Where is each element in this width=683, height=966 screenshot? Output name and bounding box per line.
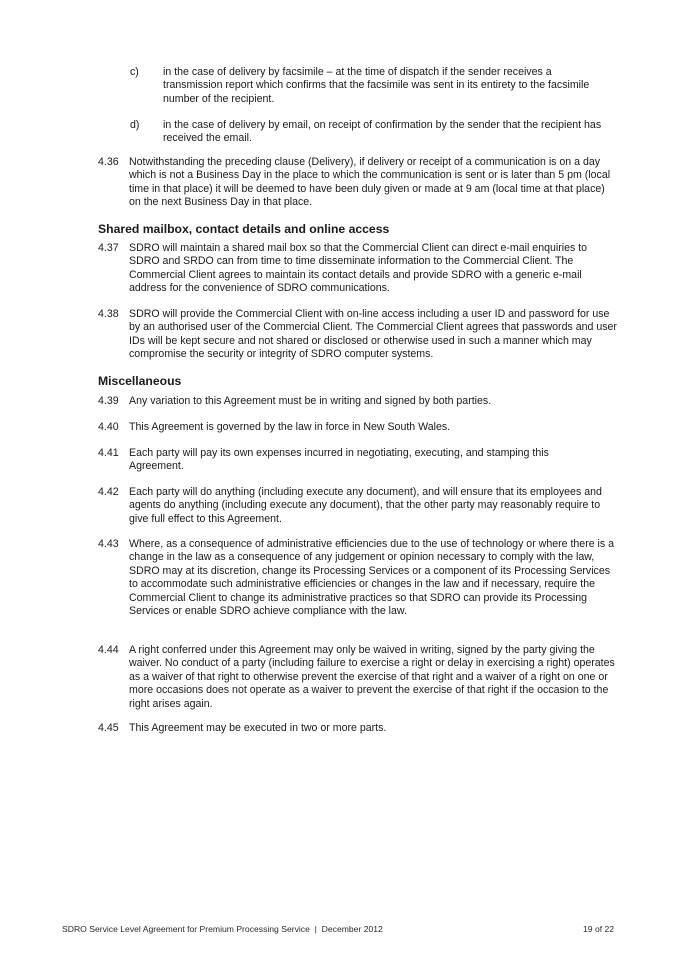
clause-number: 4.39 bbox=[98, 395, 119, 407]
subclause-c bbox=[132, 66, 602, 106]
clause-number: 4.36 bbox=[98, 156, 119, 168]
clause-4-43 bbox=[98, 538, 618, 618]
clause-number: 4.40 bbox=[98, 421, 119, 433]
clause-text: Each party will do anything (including execute any document), and will ensure that its employees and agents do anything (including execute any document), that the other party may reasonably require to give full effect to this Agreement. bbox=[129, 486, 602, 525]
clause-4-45 bbox=[98, 722, 618, 735]
footer-page-number: 19 of 22 bbox=[583, 924, 615, 934]
clause-text: This Agreement may be executed in two or more parts. bbox=[129, 722, 387, 734]
subclause-text: in the case of delivery by facsimile – at the time of dispatch if the sender receives a transmission report which confirms that the facsimile was sent in its entirety to the facsimile number of the recipient. bbox=[163, 66, 590, 105]
clause-text: A right conferred under this Agreement may only be waived in writing, signed by the party giving the waiver. No conduct of a party (including failure to exercise a right or delay in exercising a right) operates as a waiver of that right to otherwise prevent the exercise of that right and a waiver of a right on one or more occasions does not operate as a waiver to prevent the exercise of that right if the occasion to the right arises again. bbox=[129, 644, 615, 710]
clause-number: 4.43 bbox=[98, 538, 119, 550]
subclause-letter: c) bbox=[130, 66, 139, 78]
clause-text: Any variation to this Agreement must be in writing and signed by both parties. bbox=[129, 395, 492, 407]
clause-number: 4.37 bbox=[98, 242, 119, 254]
clause-number: 4.42 bbox=[98, 486, 119, 498]
clause-text: Each party will pay its own expenses incurred in negotiating, executing, and stamping this Agreement. bbox=[129, 447, 549, 473]
subclause-text: in the case of delivery by email, on receipt of confirmation by the sender that the recipient has received the email. bbox=[163, 119, 602, 145]
clause-text: Where, as a consequence of administrative efficiencies due to the use of technology or where there is a change in the law as a consequence of any judgement or opinion necessary to comply with the law, SDRO may at its discretion, change its Processing Services or a component of its Processing Services to accommodate such administrative efficiencies or changes in the law and if necessary, require the Commercial Client to change its administrative practices so that SDRO can provide its Processing Services or enable SDRO achieve compliance with the law. bbox=[129, 538, 615, 618]
clause-4-44 bbox=[98, 644, 618, 711]
clause-text: This Agreement is governed by the law in force in New South Wales. bbox=[129, 421, 451, 433]
section-heading-miscellaneous: Miscellaneous bbox=[98, 374, 182, 388]
subclause-letter: d) bbox=[130, 119, 140, 131]
clause-4-42 bbox=[98, 486, 618, 526]
clause-text: SDRO will provide the Commercial Client with on-line access including a user ID and password for use by an authorised user of the Commercial Client. The Commercial Client agrees that passwords and user IDs will be kept secure and not shared or disclosed or otherwise used in such a manner which may compromise the security or integrity of SDRO computer systems. bbox=[129, 308, 617, 361]
clause-4-41 bbox=[98, 447, 598, 474]
clause-text: Notwithstanding the preceding clause (Delivery), if delivery or receipt of a communication is on a day which is not a Business Day in the place to which the communication is sent or is later than 5 pm (local time in that place) it will be deemed to have been duly given or made at 9 am (local time at that place) on the next Business Day in that place. bbox=[129, 156, 611, 209]
clause-number: 4.41 bbox=[98, 447, 119, 459]
subclause-d bbox=[132, 119, 602, 146]
clause-text: SDRO will maintain a shared mail box so that the Commercial Client can direct e-mail enquiries to SDRO and SRDO can from time to time disseminate information to the Commercial Client. The Commercial Client agrees to maintain its contact details and provide SDRO with a generic e-mail address for the convenience of SDRO communications. bbox=[129, 242, 588, 295]
clause-number: 4.45 bbox=[98, 722, 119, 734]
clause-4-40 bbox=[98, 421, 618, 434]
clause-number: 4.44 bbox=[98, 644, 119, 656]
clause-4-36 bbox=[98, 156, 618, 210]
clause-4-39 bbox=[98, 395, 618, 408]
section-heading-shared-mailbox: Shared mailbox, contact details and online access bbox=[98, 222, 390, 236]
footer-document-title: SDRO Service Level Agreement for Premium Processing Service | December 2012 bbox=[62, 924, 383, 934]
clause-4-38 bbox=[98, 308, 618, 362]
clause-4-37 bbox=[98, 242, 618, 296]
clause-number: 4.38 bbox=[98, 308, 119, 320]
